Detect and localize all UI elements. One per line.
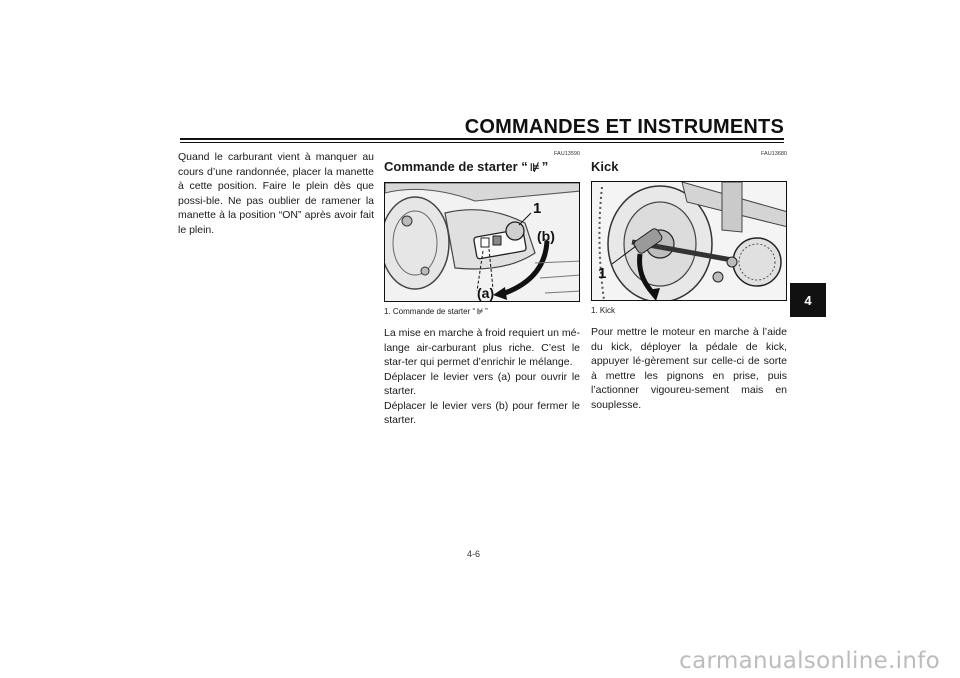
starter-heading-prefix: Commande de starter “ — [384, 159, 528, 174]
starter-illustration — [385, 183, 580, 302]
kick-code: FAU13680 — [761, 151, 787, 157]
chapter-tab: 4 — [790, 283, 826, 317]
kick-caption: 1. Kick — [591, 306, 616, 315]
starter-caption-suffix: ” — [485, 307, 488, 316]
starter-figure-label-b: (b) — [537, 228, 555, 244]
starter-figure — [384, 182, 580, 302]
starter-figure-label-a: (a) — [477, 285, 495, 301]
starter-caption-prefix: 1. Commande de starter “ — [384, 307, 476, 316]
kick-illustration — [592, 182, 787, 301]
kick-figure — [591, 181, 787, 301]
starter-paragraph-2: Déplacer le levier vers (a) pour ouvrir le starter. — [384, 370, 580, 397]
starter-paragraph-1: La mise en marche à froid requiert un mé-lange air-carburant plus riche. C’est le star-ter qui permet d’enrichir le mélange. — [384, 327, 580, 368]
starter-caption-symbol-icon: ⊯ — [476, 307, 484, 316]
starter-caption — [384, 306, 580, 317]
starter-heading — [384, 159, 580, 176]
fuel-reserve-text: Quand le carburant vient à manquer au cours d’une randonnée, placer la manette à cette position. Faire le plein dès que possi-ble. Ne pas oublier de ramener la manette à la position “ON” après avoir fait le plein. — [178, 151, 374, 236]
starter-figure-label-1: 1 — [533, 200, 542, 217]
header-rule-thick — [180, 138, 784, 140]
page-title: COMMANDES ET INSTRUMENTS — [464, 116, 784, 138]
column-fuel-reserve — [178, 150, 374, 237]
watermark-text: carmanualsonline.info — [679, 648, 940, 674]
section-starter — [384, 150, 580, 428]
starter-heading-suffix: ” — [541, 159, 549, 174]
starter-code: FAU13590 — [554, 151, 580, 157]
page-number: 4-6 — [467, 549, 481, 559]
header-rule-thin — [180, 142, 784, 143]
kick-paragraph: Pour mettre le moteur en marche à l’aide du kick, déployer la pédale de kick, appuyer lé-gèrement sur celle-ci de sorte à mettre les pignons en prise, puis l’actionner vigoureu-sement mais en souplesse. — [591, 326, 787, 411]
starter-symbol-icon: ⊯ — [529, 162, 540, 174]
section-kick — [591, 150, 787, 412]
kick-figure-label-1: 1 — [598, 265, 607, 282]
starter-paragraph-3: Déplacer le levier vers (b) pour fermer le starter. — [384, 399, 580, 426]
kick-heading: Kick — [591, 159, 619, 174]
